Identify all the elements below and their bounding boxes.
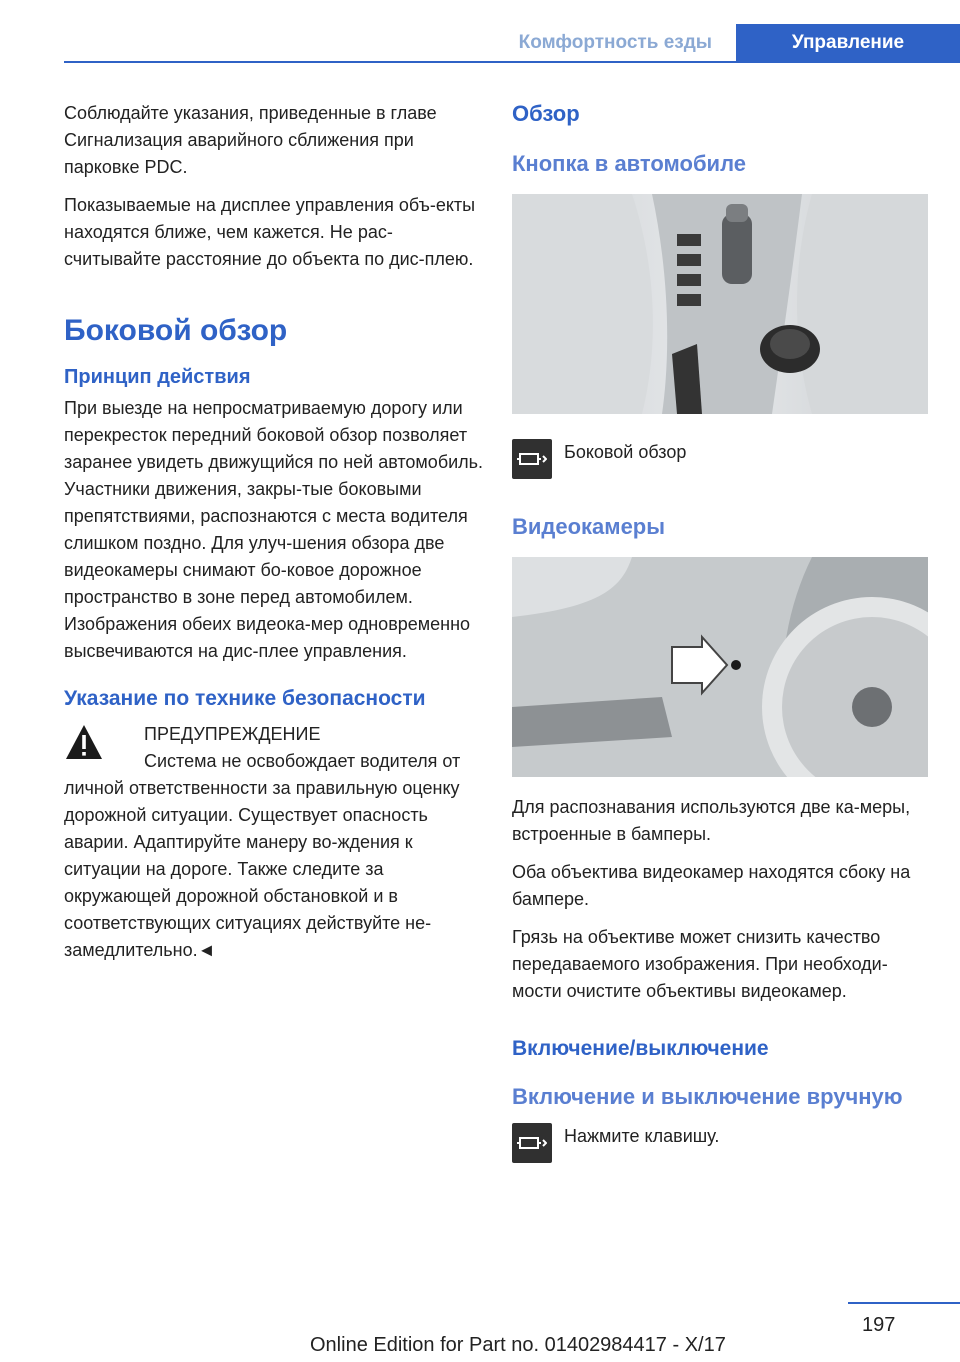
camera-paragraph-3: Грязь на объективе может снизить качество передаваемого изображения. При необходи‐мости очистите объективы видеокамер. <box>512 927 888 1001</box>
warning-triangle-icon <box>64 723 104 761</box>
heading-manual-on-off: Включение и выключение вручную <box>512 1084 903 1109</box>
footer-rule <box>848 1302 960 1304</box>
right-column <box>512 100 928 1163</box>
warning-first-line: Система не освобождает водителя от <box>144 751 461 771</box>
header-rule <box>64 61 960 63</box>
camera-paragraph-2: Оба объектива видеокамер находятся сбоку на бампере. <box>512 862 911 909</box>
heading-overview: Обзор <box>512 101 580 126</box>
page-number: 197 <box>862 1314 896 1336</box>
distance-warning-paragraph: Показываемые на дисплее управления объ‐екты находятся ближе, чем кажется. Не рас‐считывайте расстояние до объекта по дис‐плею. <box>64 195 476 269</box>
warning-block <box>64 721 484 775</box>
pdc-reference-paragraph: Соблюдайте указания, приведенные в главе Сигнализация аварийного сближения при парковке PDC. <box>64 103 437 177</box>
subheading-principle: Принцип действия <box>64 366 251 388</box>
side-view-button-icon <box>512 439 552 479</box>
side-view-button-row <box>512 439 928 479</box>
principle-paragraph: При выезде на непросматриваемую дорогу или перекресток передний боковой обзор позволяет заранее увидеть движущийся по ней автомобиль. Участники движения, закры‐тые боковыми препятствиями, распознаются с места водителя слишком поздно. Для улуч‐шения обзора две видеокамеры снимают бо‐ковое дорожное пространство в зоне перед автомобилем. Изображения обеих видеока‐мер одновременно высвечиваются на дис‐плее управления. <box>64 398 484 661</box>
car-console-photo <box>512 194 928 419</box>
page-header <box>64 24 960 62</box>
section-heading-side-view: Боковой обзор <box>64 314 288 347</box>
camera-paragraph-1: Для распознавания используются две ка‐меры, встроенные в бамперы. <box>512 797 911 844</box>
subheading-safety: Указание по технике безопасности <box>64 687 426 710</box>
section-title-previous: Комфортность езды <box>518 32 712 53</box>
press-button-text: Нажмите клавишу. <box>564 1126 720 1146</box>
camera-bumper-photo <box>512 557 928 782</box>
heading-on-off: Включение/выключение <box>512 1037 769 1060</box>
press-button-row <box>512 1123 928 1163</box>
warning-label: ПРЕДУПРЕЖДЕНИЕ <box>144 724 321 744</box>
section-title-current: Управление <box>736 24 960 62</box>
heading-cameras: Видеокамеры <box>512 514 666 539</box>
warning-text: личной ответственности за правильную оценку дорожной ситуации. Существует опасность аварии. Адаптируйте манеру во‐ждения к ситуации на дороге. Также следите за окружающей дорожной обстановкой и в соответствующих ситуациях действуйте не‐замедлительно.◄ <box>64 778 460 960</box>
left-column <box>64 100 484 975</box>
edition-footer: Online Edition for Part no. 01402984417 - X/17 <box>310 1334 726 1356</box>
side-view-button-icon <box>512 1123 552 1163</box>
side-view-button-label: Боковой обзор <box>564 442 687 462</box>
heading-button-in-car: Кнопка в автомобиле <box>512 151 746 176</box>
